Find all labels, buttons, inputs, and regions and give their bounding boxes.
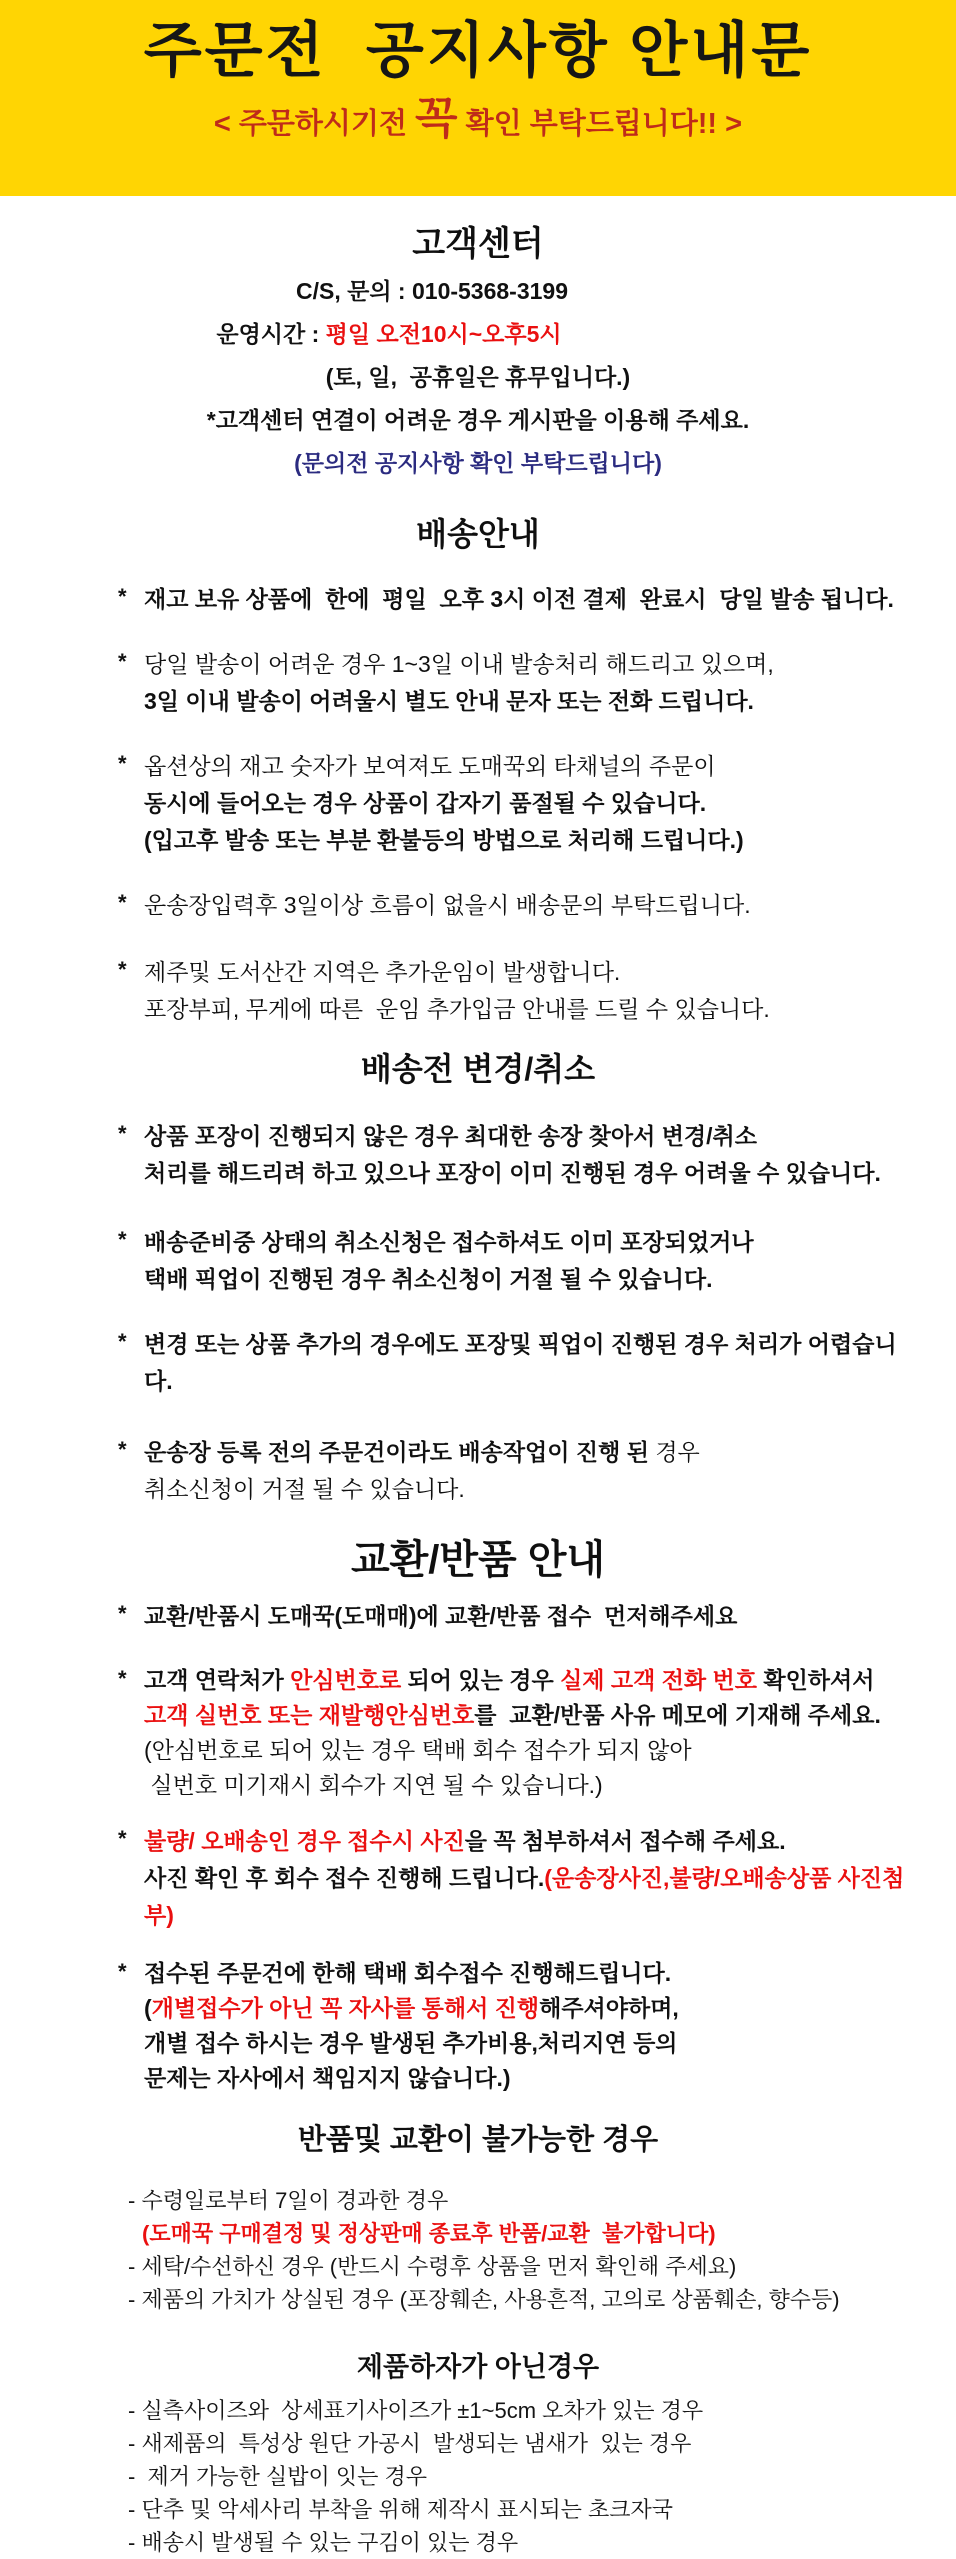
- not-defect-item-3: - 제거 가능한 실밥이 잇는 경우: [128, 2464, 428, 2489]
- not-defect-item-2: - 새제품의 특성상 원단 가공시 발생되는 냄새가 있는 경우: [128, 2431, 692, 2456]
- shipping-item-3-line-2: 동시에 들어오는 경우 상품이 갑자기 품절될 수 있습니다.: [144, 790, 707, 816]
- shipping-item-4-line-1: 운송장입력후 3일이상 흐름이 없을시 배송문의 부탁드립니다.: [144, 892, 751, 918]
- shipping-item-2: [118, 646, 916, 720]
- shipping-item-2-line-1: 당일 발송이 어려운 경우 1~3일 이내 발송처리 해드리고 있으며,: [144, 651, 774, 677]
- no-return-item-2: (도매꾹 구매결정 및 정상판매 종료후 반품/교환 불가합니다): [142, 2221, 716, 2246]
- customer-center-section: [0, 270, 956, 485]
- exchange-item-3: [118, 1823, 916, 1934]
- text-segment: (: [144, 1995, 152, 2021]
- banner-subtitle: [0, 94, 956, 149]
- changes-item-4-regular-part: 경우: [655, 1439, 700, 1465]
- text-segment: 을 꼭 첨부하셔서 접수해 주세요.: [464, 1828, 786, 1854]
- banner-title: 주문전 공지사항 안내문: [143, 17, 813, 84]
- customer-closed-days: (토, 일, 공휴일은 휴무입니다.): [325, 364, 631, 390]
- real-phone-highlight: 실제 고객 전화 번호: [560, 1667, 757, 1693]
- customer-hours-label: 운영시간 :: [216, 321, 326, 347]
- changes-item-2-line-1: 배송준비중 상태의 취소신청은 접수하셔도 이미 포장되었거나: [144, 1229, 754, 1255]
- exchange-item-2-line-1: [144, 1663, 916, 1698]
- text-segment: 되어 있는 경우: [401, 1667, 561, 1693]
- shipping-item-1-line-1: 재고 보유 상품에 한에 평일 오후 3시 이전 결제 완료시 당일 발송 됩니다.: [144, 586, 894, 612]
- shipping-item-1: [118, 581, 916, 618]
- exchange-item-3-line-1: [144, 1823, 916, 1860]
- shipping-item-5-line-1: 제주및 도서산간 지역은 추가운임이 발생합니다.: [144, 959, 621, 985]
- shipping-item-3-line-3: (입고후 발송 또는 부분 환불등의 방법으로 처리해 드립니다.): [144, 827, 744, 853]
- changes-item-4-bold-part: 운송장 등록 전의 주문건이라도 배송작업이 진행 된: [144, 1439, 656, 1465]
- bullet-marker: *: [118, 1959, 127, 1984]
- changes-item-4: [118, 1434, 916, 1508]
- exchange-section: [0, 1598, 956, 2096]
- photo-attach-highlight: (운송장사진,불량/오배송상품 사진첨부): [144, 1865, 905, 1928]
- customer-board-note: *고객센터 연결이 어려운 경우 게시판을 이용해 주세요.: [206, 407, 750, 433]
- bullet-marker: *: [118, 584, 127, 609]
- bullet-marker: *: [118, 1437, 127, 1462]
- customer-hours-value: 평일 오전10시~오후5시: [325, 321, 562, 347]
- exchange-item-2-line-4: 실번호 미기재시 회수가 지연 될 수 있습니다.): [144, 1772, 603, 1798]
- bullet-marker: *: [118, 890, 127, 915]
- bullet-marker: *: [118, 957, 127, 982]
- not-defect-item-1: - 실측사이즈와 상세표기사이즈가 ±1~5cm 오차가 있는 경우: [128, 2398, 704, 2423]
- changes-item-3-line-1: 변경 또는 상품 추가의 경우에도 포장및 픽업이 진행된 경우 처리가 어렵습니다.: [144, 1331, 897, 1394]
- bullet-marker: *: [118, 1826, 127, 1851]
- shipping-item-5-line-2: 포장부피, 무게에 따른 운임 추가입금 안내를 드릴 수 있습니다.: [144, 996, 770, 1022]
- changes-item-2: [118, 1224, 916, 1298]
- exchange-item-2-line-3: (안심번호로 되어 있는 경우 택배 회수 접수가 되지 않아: [144, 1737, 692, 1763]
- exchange-item-1: [118, 1598, 916, 1635]
- changes-item-3: [118, 1326, 916, 1400]
- exchange-item-2-line-2: [144, 1698, 916, 1733]
- text-segment: 사진 확인 후 회수 접수 진행해 드립니다.: [144, 1865, 545, 1891]
- shipping-item-3-line-1: 옵션상의 재고 숫자가 보여져도 도매꾹외 타채널의 주문이: [144, 753, 716, 779]
- changes-item-4-line-1: [144, 1434, 916, 1471]
- banner-subtitle-suffix: 확인 부탁드립니다!! >: [457, 108, 743, 140]
- changes-item-2-line-2: 택배 픽업이 진행된 경우 취소신청이 거절 될 수 있습니다.: [144, 1266, 713, 1292]
- changes-item-1-line-1: 상품 포장이 진행되지 않은 경우 최대한 송장 찾아서 변경/취소: [144, 1123, 757, 1149]
- changes-section: [0, 1118, 956, 1508]
- bullet-marker: *: [118, 1329, 127, 1354]
- customer-notice-note: (문의전 공지사항 확인 부탁드립니다): [294, 450, 662, 476]
- bullet-marker: *: [118, 649, 127, 674]
- shipping-heading: 배송안내: [416, 516, 540, 552]
- banner-subtitle-emphasis: 꼭: [415, 94, 458, 143]
- company-process-highlight: 개별접수가 아닌 꼭 자사를 통해서 진행: [151, 1995, 540, 2021]
- exchange-item-4-line-4: 문제는 자사에서 책임지지 않습니다.): [144, 2065, 511, 2091]
- not-defect-item-5: - 배송시 발생될 수 있는 구김이 있는 경우: [128, 2530, 519, 2555]
- changes-heading: 배송전 변경/취소: [360, 1051, 596, 1087]
- exchange-item-4-line-1: 접수된 주문건에 한해 택배 회수접수 진행해드립니다.: [144, 1960, 672, 1986]
- defect-photo-highlight: 불량/ 오배송인 경우 접수시 사진: [144, 1828, 465, 1854]
- exchange-item-4-line-3: 개별 접수 하시는 경우 발생된 추가비용,처리지연 등의: [144, 2030, 678, 2056]
- shipping-item-4: [118, 887, 916, 924]
- shipping-item-2-line-2: 3일 이내 발송이 어려울시 별도 안내 문자 또는 전화 드립니다.: [144, 688, 754, 714]
- no-return-section: [0, 2184, 956, 2316]
- bullet-marker: *: [118, 751, 127, 776]
- text-segment: 해주셔야하며,: [539, 1995, 679, 2021]
- changes-item-4-line-2: 취소신청이 거절 될 수 있습니다.: [144, 1476, 465, 1502]
- exchange-item-4: [118, 1956, 916, 2096]
- changes-item-1-line-2: 처리를 해드리려 하고 있으나 포장이 이미 진행된 경우 어려울 수 있습니다.: [144, 1160, 881, 1186]
- no-return-item-4: - 제품의 가치가 상실된 경우 (포장훼손, 사용흔적, 고의로 상품훼손, 향수등): [128, 2287, 840, 2312]
- text-segment: 확인하셔서: [756, 1667, 875, 1693]
- banner-subtitle-prefix: < 주문하시기전: [213, 108, 416, 140]
- bullet-marker: *: [118, 1601, 127, 1626]
- customer-hours: [0, 313, 778, 356]
- changes-item-1: [118, 1118, 916, 1192]
- bullet-marker: *: [118, 1666, 127, 1691]
- bullet-marker: *: [118, 1227, 127, 1252]
- exchange-heading: 교환/반품 안내: [350, 1538, 606, 1582]
- safe-number-highlight: 안심번호로: [290, 1667, 402, 1693]
- not-defect-item-4: - 단추 및 악세사리 부착을 위해 제작시 표시되는 초크자국: [128, 2497, 674, 2522]
- text-segment: 고객 연락처가: [144, 1667, 291, 1693]
- customer-cs-phone: C/S, 문의 : 010-5368-3199: [295, 278, 569, 304]
- not-defect-heading: 제품하자가 아닌경우: [356, 2352, 600, 2382]
- text-segment: 를 교환/반품 사유 메모에 기재해 주세요.: [474, 1702, 881, 1728]
- no-return-item-3: - 세탁/수선하신 경우 (반드시 수령후 상품을 먼저 확인해 주세요): [128, 2254, 737, 2279]
- exchange-item-4-line-2: [144, 1991, 916, 2026]
- no-return-heading: 반품및 교환이 불가능한 경우: [297, 2124, 659, 2156]
- customer-center-heading: 고객센터: [412, 225, 544, 263]
- not-defect-section: [0, 2394, 956, 2559]
- shipping-item-5: [118, 954, 916, 1028]
- no-return-item-1: - 수령일로부터 7일이 경과한 경우: [128, 2188, 449, 2213]
- exchange-item-1-line-1: 교환/반품시 도매꾹(도매매)에 교환/반품 접수 먼저해주세요: [144, 1603, 738, 1629]
- shipping-section: [0, 581, 956, 1028]
- shipping-item-3: [118, 748, 916, 859]
- exchange-item-3-line-2: [144, 1860, 916, 1934]
- notice-banner: [0, 0, 956, 196]
- exchange-item-2: [118, 1663, 916, 1803]
- bullet-marker: *: [118, 1121, 127, 1146]
- real-number-highlight: 고객 실번호 또는 재발행안심번호: [144, 1702, 475, 1728]
